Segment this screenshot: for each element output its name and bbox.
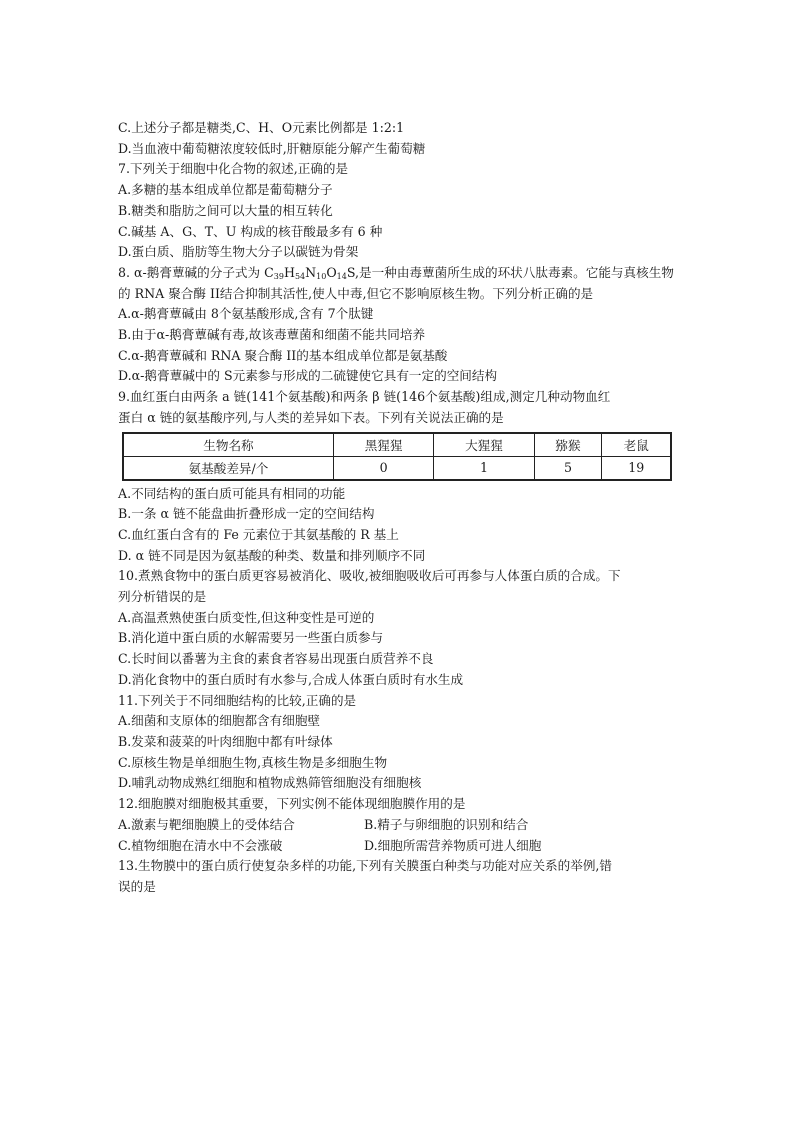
- question-7-option-c: C.碱基 A、G、T、U 构成的核苷酸最多有 6 种: [118, 223, 383, 239]
- table-cell: 氨基酸差异/个: [123, 456, 333, 480]
- question-7-option-b: B.糖类和脂肪之间可以大量的相互转化: [118, 202, 333, 218]
- question-7-stem: 7.下列关于细胞中化合物的叙述,正确的是: [118, 161, 349, 177]
- question-10-option-d: D.消化食物中的蛋白质时有水参与,合成人体蛋白质时有水生成: [118, 671, 464, 687]
- question-7-option-d: D.蛋白质、脂肪等生物大分子以碳链为骨架: [118, 244, 359, 260]
- question-10-option-b: B.消化道中蛋白质的水解需要另一些蛋白质参与: [118, 630, 384, 646]
- table-cell: 黑猩猩: [333, 433, 433, 457]
- question-11-stem: 11.下列关于不同细胞结构的比较,正确的是: [118, 692, 357, 708]
- question-12-options-row: [118, 815, 678, 836]
- table-header-row: [123, 433, 671, 457]
- question-12-option-b: B.精子与卵细胞的识别和结合: [364, 816, 529, 832]
- table-cell: 1: [434, 456, 534, 480]
- table-cell: 老鼠: [602, 433, 671, 457]
- question-12-option-a: A.激素与靶细胞膜上的受体结合: [118, 816, 295, 832]
- question-10-stem-cont: 列分析错误的是: [118, 589, 207, 605]
- text-line: D.当血液中葡萄糖浓度较低时,肝糖原能分解产生葡萄糖: [118, 140, 426, 156]
- question-12-option-c: C.植物细胞在清水中不会涨破: [118, 837, 283, 853]
- question-7-option-a: A.多糖的基本组成单位都是葡萄糖分子: [118, 182, 333, 198]
- table-row: [123, 456, 671, 480]
- question-9-option-c: C.血红蛋白含有的 Fe 元素位于其氨基酸的 R 基上: [118, 526, 399, 542]
- question-8-option-d: D.α-鹅膏蕈碱中的 S元素参与形成的二硫键使它具有一定的空间结构: [118, 368, 498, 384]
- question-13-stem-cont: 误的是: [118, 878, 156, 894]
- table-cell: 0: [333, 456, 433, 480]
- question-9-option-a: A.不同结构的蛋白质可能具有相同的功能: [118, 485, 346, 501]
- text-line: C.上述分子都是糖类,C、H、O元素比例都是 1:2:1: [118, 120, 405, 135]
- question-12-stem: 12.细胞膜对细胞极其重要，下列实例不能体现细胞膜作用的是: [118, 796, 466, 812]
- question-10-option-c: C.长时间以番薯为主食的素食者容易出现蛋白质营养不良: [118, 651, 434, 667]
- question-10-stem: 10.煮熟食物中的蛋白质更容易被消化、吸收,被细胞吸收后可再参与人体蛋白质的合成。下: [118, 568, 621, 584]
- table-cell: 大猩猩: [434, 433, 534, 457]
- question-9-option-b: B.一条 α 链不能盘曲折叠形成一定的空间结构: [118, 506, 375, 522]
- question-8-option-b: B.由于α-鹅膏蕈碱有毒,故该毒蕈菌和细菌不能共同培养: [118, 327, 426, 343]
- question-9-option-d: D. α 链不同是因为氨基酸的种类、数量和排列顺序不同: [118, 547, 426, 563]
- table-cell: 生物名称: [123, 433, 333, 457]
- question-8-option-a: A.α-鹅膏蕈碱由 8个氨基酸形成,含有 7个肽键: [118, 306, 374, 322]
- question-8-stem: 8. α-鹅膏蕈碱的分子式为 $C_{39}H_{54}N_{10}O_{14}S$,是一种由毒蕈菌所生成的环状八肽毒素。它能与真核生物的 RNA 聚合酶 II结合抑制其活性,使人中毒,但它不影响原核生物。下列分析正确的是: [118, 264, 674, 301]
- table-cell: 猕猴: [534, 433, 602, 457]
- question-9-stem-1: 9.血红蛋白由两条 a 链(141个氨基酸)和两条 β 链(146个氨基酸)组成,测定几种动物血红: [118, 389, 611, 405]
- question-12-option-d: D.细胞所需营养物质可进人细胞: [364, 837, 542, 853]
- question-13-stem: 13.生物膜中的蛋白质行使复杂多样的功能,下列有关膜蛋白种类与功能对应关系的举例,错: [118, 858, 613, 874]
- question-11-option-c: C.原核生物是单细胞生物,真核生物是多细胞生物: [118, 754, 388, 770]
- question-10-option-a: A.高温煮熟使蛋白质变性,但这种变性是可逆的: [118, 609, 375, 625]
- question-9-stem-2: 蛋白 α 链的氨基酸序列,与人类的差异如下表。下列有关说法正确的是: [118, 409, 504, 425]
- question-11-option-d: D.哺乳动物成熟红细胞和植物成熟筛管细胞没有细胞核: [118, 775, 422, 791]
- question-12-options-row: [118, 836, 678, 857]
- amino-acid-difference-table: [122, 432, 672, 481]
- question-11-option-b: B.发菜和菠菜的叶肉细胞中都有叶绿体: [118, 733, 333, 749]
- table-cell: 5: [534, 456, 602, 480]
- question-8-option-c: C.α-鹅膏蕈碱和 RNA 聚合酶 II的基本组成单位都是氨基酸: [118, 347, 448, 363]
- document-page: [118, 118, 678, 898]
- question-11-option-a: A.细菌和支原体的细胞都含有细胞壁: [118, 713, 321, 729]
- table-cell: 19: [602, 456, 671, 480]
